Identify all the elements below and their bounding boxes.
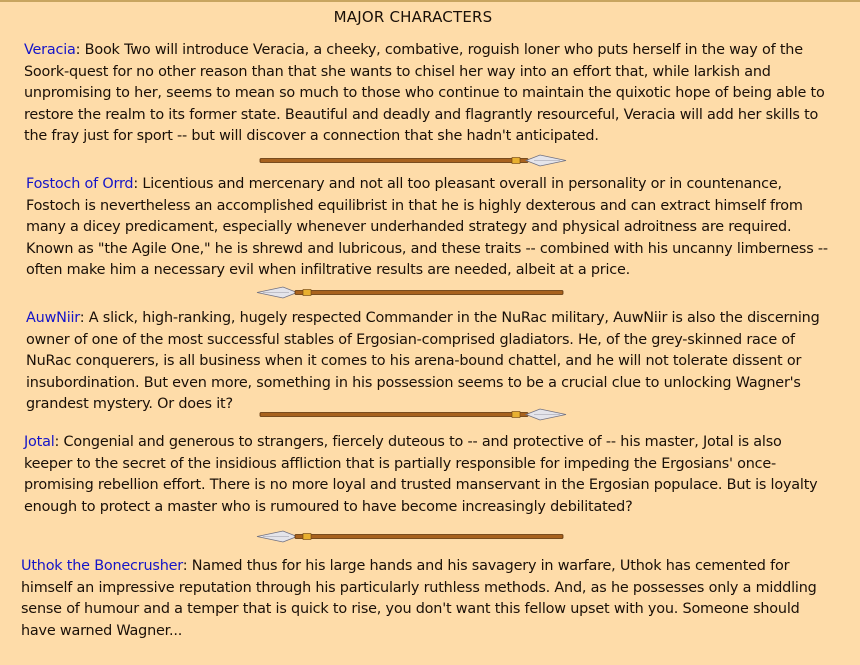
character-description-fostoch: : Licentious and mercenary and not all too pleasant overall in personality or in countenance, Fostoch is nevertheless an accomplished equilibrist in that he is highly dexterous and can extract himself from many a dicey predicament, especially whenever underhanded strategy and physical adroitness are required. Known as "the Agile One," he is shrewd and lubricous, and these traits -- combined with his uncanny limberness -- often make him a necessary evil when infiltrative results are needed, albeit at a price. xyxy=(26,176,828,279)
character-description-uthok: : Named thus for his large hands and his savagery in warfare, Uthok has cemented for himself an impressive reputation through his particularly ruthless methods. And, as he possesses only a middling sense of humour and a temper that is quick to rise, you don't want this fellow upset with you. Someone should have warned Wagner... xyxy=(21,558,817,639)
character-description-jotal: : Congenial and generous to strangers, fiercely duteous to -- and protective of -- his master, Jotal is also keeper to the secret of the insidious affliction that is partially responsible for impeding the Ergosians' once-promising rebellion effort. There is no more loyal and trusted manservant in the Ergosian populace. But is loyalty enough to protect a master who is rumoured to have become increasingly debilitated? xyxy=(24,434,818,515)
character-name-fostoch: Fostoch of Orrd xyxy=(26,176,134,192)
character-entry-fostoch xyxy=(26,174,832,282)
spear-divider-icon xyxy=(258,154,568,168)
spear-divider-icon xyxy=(258,408,568,422)
character-name-auwniir: AuwNiir xyxy=(26,310,80,326)
character-name-uthok: Uthok the Bonecrusher xyxy=(21,558,183,574)
character-description-auwniir: : A slick, high-ranking, hugely respected Commander in the NuRac military, AuwNiir is also the discerning owner of one of the most successful stables of Ergosian-comprised gladiators. He, of the grey-skinned race of NuRac conquerers, is all business when it comes to his arena-bound chattel, and he will not tolerate dissent or insubordination. But even more, something in his possession seems to be a crucial clue to unlocking Wagner's grandest mystery. Or does it? xyxy=(26,310,820,413)
character-entry-auwniir xyxy=(26,308,832,416)
character-name-veracia: Veracia xyxy=(24,42,76,58)
character-entry-jotal xyxy=(24,432,830,518)
character-entry-veracia xyxy=(24,40,830,148)
character-entry-uthok xyxy=(21,556,827,642)
character-description-veracia: : Book Two will introduce Veracia, a cheeky, combative, roguish loner who puts herself in the way of the Soork-quest for no other reason than that she wants to chisel her way into an effort that, while larkish and unpromising to her, seems to mean so much to those who continue to maintain the quixotic hope of being able to restore the realm to its former state. Beautiful and deadly and flagrantly resourceful, Veracia will add her skills to the fray just for sport -- but will discover a connection that she hadn't anticipated. xyxy=(24,42,825,145)
spear-divider-icon xyxy=(255,530,565,544)
spear-divider-icon xyxy=(255,286,565,300)
top-border xyxy=(0,0,860,2)
page-title: MAJOR CHARACTERS xyxy=(333,8,493,26)
character-name-jotal: Jotal xyxy=(24,434,55,450)
